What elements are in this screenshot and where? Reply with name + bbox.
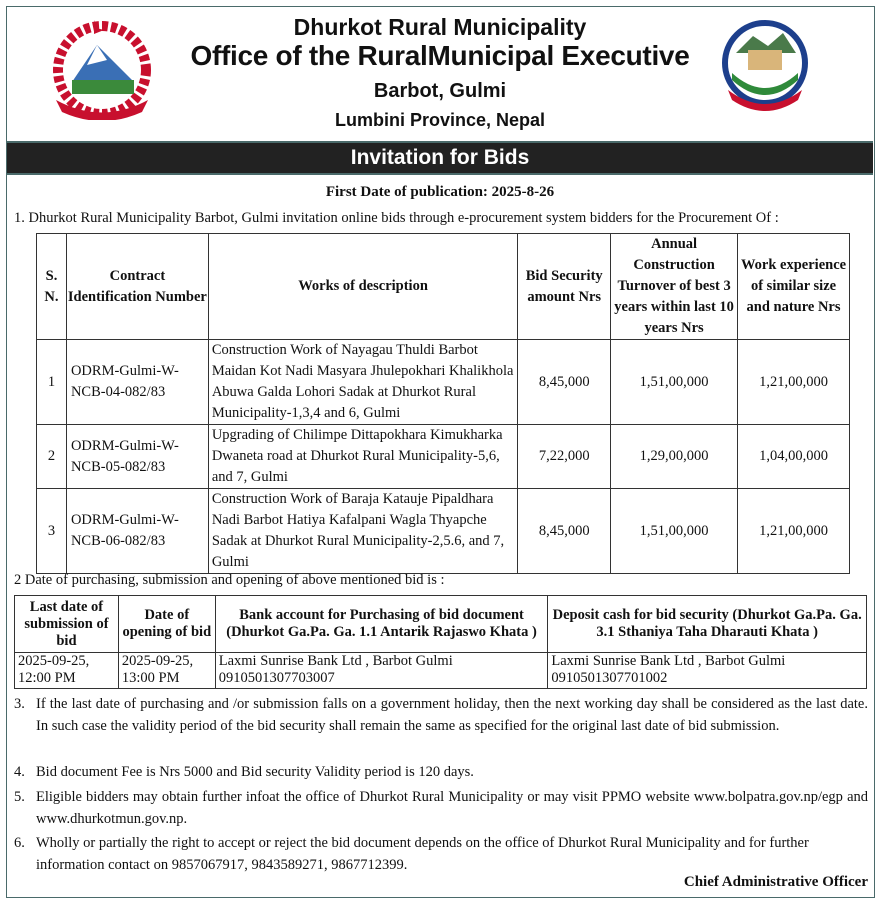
cell-description: Upgrading of Chilimpe Dittapokhara Kimukharka Dwaneta road at Dhurkot Rural Municipality-5,6, and 7, Gulmi xyxy=(208,425,517,489)
col-experience: Work experience of similar size and nature Nrs xyxy=(738,234,850,340)
cell-bid-security: 7,22,000 xyxy=(518,425,611,489)
cell-contract-id: ODRM-Gulmi-W-NCB-05-082/83 xyxy=(66,425,208,489)
item-5-and: and xyxy=(847,789,868,805)
table-header-row xyxy=(37,234,850,340)
cell-sn: 2 xyxy=(37,425,67,489)
procurement-table xyxy=(36,233,850,574)
cell-bid-security: 8,45,000 xyxy=(518,489,611,574)
item-6: Wholly or partially the right to accept or reject the bid document depends on the office of Dhurkot Rural Municipality and for further information contact on 9857067917, 9843589271, 9867712399. xyxy=(36,835,809,873)
item-5-text: Eligible bidders may obtain further infoat the office of Dhurkot Rural Municipality or may visit PPMO website xyxy=(36,789,690,805)
item-1: 1. Dhurkot Rural Municipality Barbot, Gulmi invitation online bids through e-procurement system bidders for the Procurement Of : xyxy=(14,210,779,226)
dhurkotmun-link[interactable]: www.dhurkotmun.gov.np xyxy=(36,811,184,827)
cell-contract-id: ODRM-Gulmi-W-NCB-06-082/83 xyxy=(66,489,208,574)
col-submission-date: Last date of submission of bid xyxy=(15,596,119,653)
item-3-number: 3. xyxy=(14,696,25,712)
cell-turnover: 1,51,00,000 xyxy=(611,340,738,425)
col-contract-id: Contract Identification Number xyxy=(66,234,208,340)
item-2: 2 Date of purchasing, submission and opening of above mentioned bid is : xyxy=(14,572,445,588)
col-purchase-bank: Bank account for Purchasing of bid document (Dhurkot Ga.Pa. Ga. 1.1 Antarik Rajaswo Khata ) xyxy=(215,596,548,653)
publication-date: First Date of publication: 2025-8-26 xyxy=(325,184,555,200)
cell-experience: 1,21,00,000 xyxy=(738,340,850,425)
item-4: Bid document Fee is Nrs 5000 and Bid security Validity period is 120 days. xyxy=(36,764,474,780)
col-bid-security: Bid Security amount Nrs xyxy=(518,234,611,340)
table-row xyxy=(37,425,850,489)
header xyxy=(0,0,880,140)
cell-sn: 3 xyxy=(37,489,67,574)
province: Lumbini Province, Nepal xyxy=(334,110,546,130)
bid-dates-table xyxy=(14,595,867,689)
cell-turnover: 1,29,00,000 xyxy=(611,425,738,489)
cell-submission-date: 2025-09-25, 12:00 PM xyxy=(15,653,119,689)
table-header-row xyxy=(15,596,867,653)
cell-deposit-bank: Laxmi Sunrise Bank Ltd , Barbot Gulmi 0910501307701002 xyxy=(548,653,867,689)
cell-experience: 1,21,00,000 xyxy=(738,489,850,574)
item-5-number: 5. xyxy=(14,789,25,805)
col-deposit-bank: Deposit cash for bid security (Dhurkot Ga.Pa. Ga. 3.1 Sthaniya Taha Dharauti Khata ) xyxy=(548,596,867,653)
cell-turnover: 1,51,00,000 xyxy=(611,489,738,574)
cell-bid-security: 8,45,000 xyxy=(518,340,611,425)
office-name: Office of the RuralMunicipal Executive xyxy=(190,40,690,71)
cell-description: Construction Work of Baraja Katauje Pipaldhara Nadi Barbot Hatiya Kafalpani Wagla Thyapche Sadak at Dhurkot Rural Municipality-2,5.6, and 7, Gulmi xyxy=(208,489,517,574)
table-row xyxy=(37,489,850,574)
col-description: Works of description xyxy=(208,234,517,340)
bolpatra-link[interactable]: www.bolpatra.gov.np/egp xyxy=(693,789,843,805)
cell-sn: 1 xyxy=(37,340,67,425)
col-turnover: Annual Construction Turnover of best 3 years within last 10 years Nrs xyxy=(611,234,738,340)
col-sn: S. N. xyxy=(37,234,67,340)
item-5-end: . xyxy=(183,811,188,827)
municipality-name: Dhurkot Rural Municipality xyxy=(293,14,587,40)
cell-experience: 1,04,00,000 xyxy=(738,425,850,489)
item-5 xyxy=(36,786,868,830)
office-location: Barbot, Gulmi xyxy=(373,80,507,102)
col-opening-date: Date of opening of bid xyxy=(118,596,215,653)
cell-description: Construction Work of Nayagau Thuldi Barbot Maidan Kot Nadi Masyara Jhulepokhari Khalikhola Abuwa Galda Lohori Sadak at Dhurkot Rural Municipality-1,3,4 and 6, Gulmi xyxy=(208,340,517,425)
notice-title: Invitation for Bids xyxy=(7,141,873,175)
table-row xyxy=(15,653,867,689)
cell-purchase-bank: Laxmi Sunrise Bank Ltd , Barbot Gulmi 0910501307703007 xyxy=(215,653,548,689)
signature: Chief Administrative Officer xyxy=(683,874,868,890)
item-6-number: 6. xyxy=(14,835,25,851)
cell-contract-id: ODRM-Gulmi-W-NCB-04-082/83 xyxy=(66,340,208,425)
table-row xyxy=(37,340,850,425)
item-3: If the last date of purchasing and /or submission falls on a government holiday, then the next working day shall be considered as the last date. In such case the validity period of the bid security shall remain the same as specified for the original last date of bid submission. xyxy=(36,696,868,734)
item-4-number: 4. xyxy=(14,764,25,780)
cell-opening-date: 2025-09-25, 13:00 PM xyxy=(118,653,215,689)
